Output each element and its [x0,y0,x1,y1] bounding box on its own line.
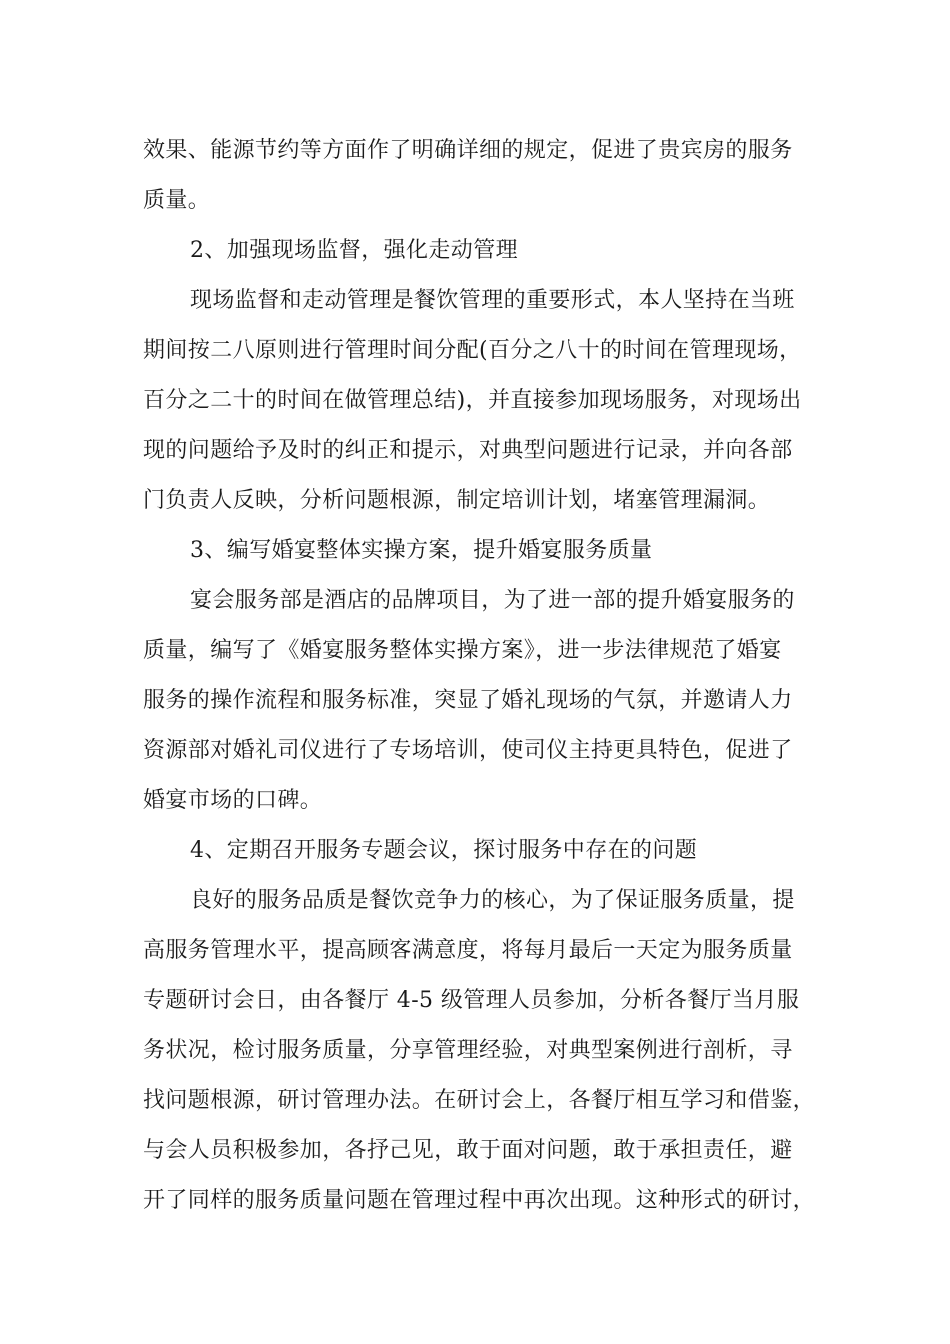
section-heading: 2、加强现场监督，强化走动管理 [190,238,518,263]
paragraph-line: 百分之二十的时间在做管理总结)，并直接参加现场服务，对现场出 [143,388,802,413]
paragraph-line: 婚宴市场的口碑。 [143,788,323,813]
paragraph-line: 务状况，检讨服务质量，分享管理经验，对典型案例进行剖析，寻 [143,1038,793,1063]
paragraph-line: 效果、能源节约等方面作了明确详细的规定，促进了贵宾房的服务 [143,138,793,163]
paragraph-line: 质量，编写了《婚宴服务整体实操方案》，进一步法律规范了婚宴 [143,638,782,663]
paragraph-line: 宴会服务部是酒店的品牌项目，为了进一部的提升婚宴服务的 [190,588,795,613]
paragraph-line: 与会人员积极参加，各抒己见，敢于面对问题，敢于承担责任，避 [143,1138,793,1163]
paragraph-line: 资源部对婚礼司仪进行了专场培训，使司仪主持更具特色，促进了 [143,738,793,763]
paragraph-line: 门负责人反映，分析问题根源，制定培训计划，堵塞管理漏洞。 [143,488,771,513]
paragraph-line: 高服务管理水平，提高顾客满意度，将每月最后一天定为服务质量 [143,938,793,963]
paragraph-line: 期间按二八原则进行管理时间分配(百分之八十的时间在管理现场， [143,338,802,363]
section-heading: 4、定期召开服务专题会议，探讨服务中存在的问题 [190,838,698,863]
paragraph-line: 质量。 [143,188,211,213]
paragraph-line: 找问题根源，研讨管理办法。在研讨会上，各餐厅相互学习和借鉴， [143,1088,816,1113]
paragraph-line: 良好的服务品质是餐饮竞争力的核心，为了保证服务质量，提 [190,888,795,913]
paragraph-line: 服务的操作流程和服务标准，突显了婚礼现场的气氛，并邀请人力 [143,688,793,713]
paragraph-line: 开了同样的服务质量问题在管理过程中再次出现。这种形式的研讨， [143,1188,816,1213]
section-heading: 3、编写婚宴整体实操方案，提升婚宴服务质量 [190,538,653,563]
paragraph-line: 现的问题给予及时的纠正和提示，对典型问题进行记录，并向各部 [143,438,793,463]
paragraph-line: 现场监督和走动管理是餐饮管理的重要形式，本人坚持在当班 [190,288,795,313]
paragraph-line: 专题研讨会日，由各餐厅 4-5 级管理人员参加，分析各餐厅当月服 [143,988,800,1013]
